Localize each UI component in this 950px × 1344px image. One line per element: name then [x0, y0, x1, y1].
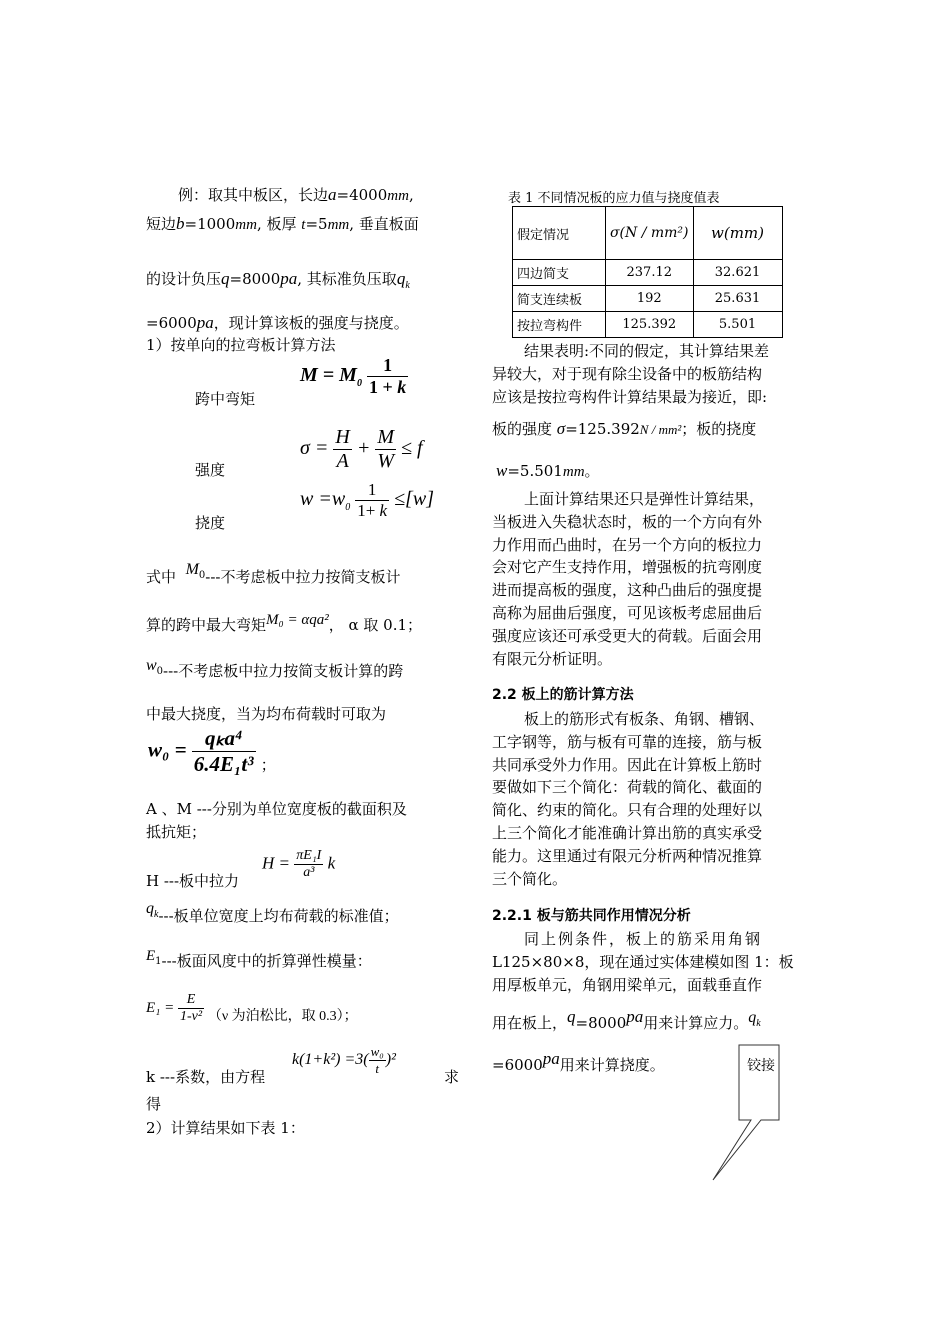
- text: 。: [584, 462, 600, 480]
- text-qiu: 求: [444, 1068, 460, 1086]
- table-row: [513, 286, 783, 312]
- subscript: 0: [345, 502, 351, 514]
- unit: pa: [196, 313, 214, 332]
- para-line: 上面计算结果还只是弹性计算结果，: [524, 490, 765, 508]
- para-line: 会对它产生支持作用，增强板的抗弯刚度: [492, 558, 763, 577]
- fraction: $\frac{M}{W}$: [377, 426, 394, 472]
- section-heading-2-2: 2.2 板上的筋计算方法: [492, 687, 634, 703]
- value-qk: =6000: [146, 314, 197, 332]
- formula: M₀ = αqa²: [266, 612, 329, 628]
- value-q: =8000: [229, 270, 281, 288]
- example-line-4: [146, 312, 409, 333]
- text: ；: [260, 758, 276, 775]
- method-heading: 1）按单向的拉弯板计算方法: [146, 336, 336, 354]
- def-E1: $E_1---$板面风度中的折算弹性模量：: [146, 948, 372, 970]
- text: , 垂直板面: [349, 215, 419, 233]
- formula-H: [262, 848, 335, 881]
- subscript: 0: [156, 666, 164, 677]
- text: 短边: [146, 215, 177, 233]
- table-cell: 按拉弯构件: [513, 312, 606, 338]
- var-w: w: [496, 461, 508, 480]
- fraction: [369, 1044, 386, 1077]
- value-b: =1000: [184, 215, 236, 233]
- text: 式中: [146, 568, 177, 586]
- var-qk: q: [748, 1009, 757, 1026]
- unit: mm: [562, 464, 585, 480]
- table-row: [513, 312, 783, 338]
- para-line: 三个简化。: [492, 869, 568, 888]
- fraction: [178, 992, 204, 1025]
- table-cell: 125.392: [606, 312, 694, 338]
- text: ---板单位宽度上均布荷载的标准值；: [158, 907, 399, 925]
- text: 例：取其中板区，长边: [178, 186, 329, 204]
- def-M0-2: [146, 614, 422, 635]
- para-line: 有限元分析证明。: [492, 649, 613, 668]
- para-line: 工字钢等，筋与板有可靠的连接，筋与板: [492, 732, 763, 751]
- text: 用在板上，: [492, 1014, 568, 1032]
- numerator: w₀: [370, 1044, 384, 1059]
- para-line: 结果表明:不同的假定，其计算结果差: [524, 342, 770, 360]
- unit: mm: [235, 217, 257, 233]
- text: ,: [408, 186, 414, 204]
- label-deflection: 挠度: [195, 514, 226, 532]
- para-line: 应该是按拉弯构件计算结果最为接近，即:: [492, 387, 768, 406]
- table-header: σ(N / mm²): [606, 207, 694, 260]
- para-line: 进而提高板的强度，这种凸曲后的强度提: [492, 581, 763, 600]
- para-line: 力作用而凸曲时，在另一个方向的板拉力: [492, 535, 763, 554]
- unit: pa: [626, 1007, 644, 1026]
- denominator: t: [375, 1061, 379, 1076]
- example-line-q: [492, 1007, 761, 1035]
- table-cell: 25.631: [693, 286, 782, 312]
- table-cell: 简支连续板: [513, 286, 606, 312]
- table-cell: 192: [606, 286, 694, 312]
- text: , 板厚: [256, 215, 297, 233]
- value-a: =4000: [336, 186, 388, 204]
- paragraph-example: [492, 928, 794, 996]
- section-heading-2-2-1: 2.2.1 板与筋共同作用情况分析: [492, 908, 691, 924]
- text: ---板面风度中的折算弹性模量：: [161, 952, 372, 970]
- var-q: q: [567, 1007, 576, 1026]
- label-strength: 强度: [195, 461, 226, 479]
- formula-text: H =: [262, 853, 290, 873]
- para-line: 上三个简化才能准确计算出筋的真实承受: [492, 823, 763, 842]
- subscript: 0: [356, 378, 362, 390]
- text: ，现计算该板的强度与挠度。: [213, 314, 409, 332]
- para-line: L125×80×8，现在通过实体建模如图 1：板: [492, 952, 794, 971]
- value: =125.392: [565, 420, 640, 438]
- example-line-3: [146, 268, 410, 291]
- strength-line: [492, 418, 756, 439]
- formula-E1: [146, 992, 358, 1025]
- denominator: a³: [303, 865, 315, 880]
- numerator: qₖa⁴: [192, 726, 256, 752]
- table-header: w(mm): [693, 207, 782, 260]
- example-line-1: [178, 184, 414, 205]
- value: =5.501: [507, 462, 563, 480]
- subscript: k: [405, 280, 410, 291]
- formula-text: w =w: [300, 488, 346, 511]
- para-line: 共同承受外力作用。因此在计算板上筋时: [492, 755, 763, 774]
- text: 板的强度: [492, 420, 553, 438]
- formula-w0: [148, 726, 276, 777]
- para-line: 异较大，对于现有除尘设备中的板筋结构: [492, 364, 763, 383]
- para-line: 用厚板单元，角钢用梁单元，面载垂直作: [492, 975, 763, 994]
- fraction: [192, 726, 256, 777]
- table-cell: 237.12: [606, 260, 694, 286]
- formula-deflection: $w =w_0$ $\frac{1}{1+ k}$ ≤[w]: [300, 480, 434, 520]
- fraction: $\frac{H}{A}$: [335, 426, 350, 472]
- def-M0: [146, 561, 401, 589]
- denominator: 6.4E₁t³: [193, 752, 254, 776]
- formula-text: M = M: [300, 364, 357, 387]
- var-t: t: [301, 217, 306, 233]
- text-de: 得: [146, 1095, 162, 1113]
- table-caption: 表 1 不同情况板的应力值与挠度值表: [508, 191, 720, 206]
- results-intro: 2）计算结果如下表 1：: [146, 1119, 305, 1137]
- table-cell: 四边简支: [513, 260, 606, 286]
- var-q: q: [221, 269, 230, 288]
- var-sigma: σ: [556, 419, 566, 438]
- text: 算的跨中最大弯矩: [146, 616, 267, 634]
- deflection-line: [496, 460, 600, 481]
- table-cell: 5.501: [693, 312, 782, 338]
- text: 用来计算挠度。: [559, 1056, 665, 1074]
- var-qk: q: [146, 900, 154, 917]
- fraction: $\frac{1}{1+ k}$: [357, 480, 388, 520]
- numerator: πE₁I: [296, 848, 322, 863]
- text: ， α 取 0.1；: [328, 616, 423, 634]
- formula-text: E₁ =: [146, 999, 175, 1016]
- text: ---不考虑板中拉力按简支板计算的跨: [163, 662, 404, 680]
- note: （ν 为泊松比，取 0.3）；: [207, 1008, 358, 1024]
- value: =6000: [492, 1056, 543, 1074]
- text: )²: [385, 1051, 396, 1069]
- value-t: =5: [305, 215, 328, 233]
- unit: mm: [327, 217, 350, 233]
- text: ；板的挠度: [681, 420, 757, 438]
- var-k: k: [327, 853, 336, 873]
- para-line: 同上例条件，板上的筋采用角钢: [524, 930, 763, 948]
- var-M0: M: [185, 561, 199, 578]
- fraction: $\frac{1}{1 + k}$: [368, 355, 407, 397]
- unit: mm: [387, 188, 409, 204]
- subscript: 0: [198, 570, 206, 581]
- label-moment: 跨中弯矩: [195, 390, 256, 408]
- def-qk: [146, 900, 399, 928]
- fraction: [294, 848, 323, 881]
- formula-text: σ =: [300, 437, 329, 460]
- para-line: 当板进入失稳状态时，板的一个方向有外: [492, 512, 763, 531]
- value: =8000: [575, 1014, 627, 1032]
- formula-k: [292, 1044, 396, 1077]
- formula-text: k(1+k²) =3(: [292, 1051, 369, 1069]
- var-b: b: [176, 214, 185, 233]
- para-line: 简化、约束的简化。只有合理的处理好以: [492, 801, 763, 820]
- subscript: k: [756, 1018, 761, 1029]
- example-line-2: [146, 213, 419, 234]
- var-w0: w: [146, 657, 157, 674]
- numerator: E: [178, 992, 204, 1009]
- var-a: a: [328, 185, 337, 204]
- text: ---不考虑板中拉力按简支板计: [205, 568, 401, 586]
- def-AM: A 、M ---分别为单位宽度板的截面积及: [146, 800, 407, 818]
- def-H: H ---板中拉力: [146, 872, 240, 890]
- def-w0: [146, 657, 404, 683]
- example-line-qk: [492, 1049, 665, 1075]
- def-k: k ---系数，由方程: [146, 1068, 266, 1086]
- unit: pa: [542, 1049, 560, 1068]
- def-AM-2: 抵抗矩；: [146, 823, 207, 841]
- para-line: 高称为屈曲后强度，可见该板考虑屈曲后: [492, 603, 763, 622]
- callout-label: 铰接: [747, 1058, 775, 1074]
- def-w0-2: 中最大挠度，当为均布荷载时可取为: [146, 705, 387, 723]
- unit: pa: [280, 269, 298, 288]
- paragraph-buckling: [492, 488, 764, 670]
- table-row: [513, 260, 783, 286]
- text: , 其标准负压取: [297, 270, 397, 288]
- para-line: 强度应该还可承受更大的荷载。后面会用: [492, 626, 763, 645]
- paragraph-result: [492, 340, 769, 408]
- table-header: 假定情况: [513, 207, 606, 260]
- text: 的设计负压: [146, 270, 222, 288]
- subscript: k: [154, 909, 159, 920]
- formula-strength: σ = $\frac{H}{A}$ + $\frac{M}{W}$ ≤ f: [300, 426, 423, 472]
- para-line: 要做如下三个简化：荷载的简化、截面的: [492, 778, 763, 797]
- formula-text: w₀ =: [148, 737, 187, 762]
- denominator: 1-ν²: [180, 1009, 203, 1024]
- unit: N / mm²: [639, 422, 682, 437]
- para-line: 能力。这里通过有限元分析两种情况推算: [492, 846, 763, 865]
- paragraph-ribs: [492, 708, 764, 890]
- para-line: 板上的筋形式有板条、角钢、槽钢、: [524, 710, 765, 728]
- formula-moment: [300, 355, 408, 398]
- table-header-row: [513, 207, 783, 260]
- results-table: [512, 206, 783, 338]
- text: 用来计算应力。: [643, 1014, 749, 1032]
- table-cell: 32.621: [693, 260, 782, 286]
- var-qk: q: [396, 269, 406, 288]
